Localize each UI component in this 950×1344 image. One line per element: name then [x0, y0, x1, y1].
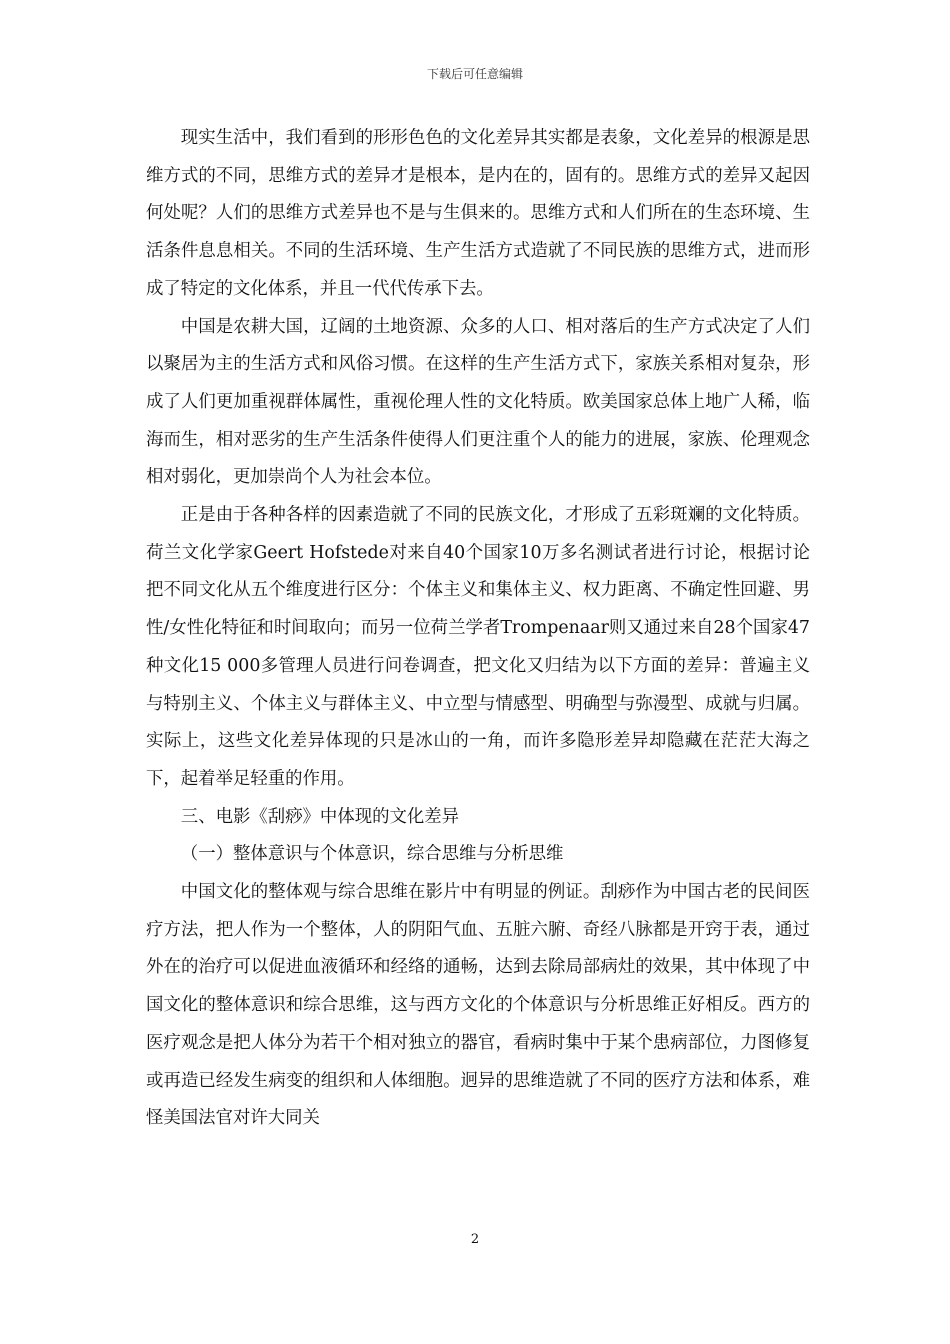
paragraph-china-vs-west: 中国是农耕大国，辽阔的土地资源、众多的人口、相对落后的生产方式决定了人们以聚居为主的生活方式和风俗习惯。在这样的生产生活方式下，家族关系相对复杂，形成了人们更加重视群体属性，重视伦理人性的文化特质。欧美国家总体上地广人稀，临海而生，相对恶劣的生产生活条件使得人们更注重个人的能力的进展，家族、伦理观念相对弱化，更加崇尚个人为社会本位。 — [146, 316, 810, 488]
paragraph-thinking-modes: 现实生活中，我们看到的形形色色的文化差异其实都是表象，文化差异的根源是思维方式的不同，思维方式的差异才是根本，是内在的，固有的。思维方式的差异又起因何处呢？人们的思维方式差异也不是与生俱来的。思维方式和人们所在的生态环境、生活条件息息相关。不同的生活环境、生产生活方式造就了不同民族的思维方式，进而形成了特定的文化体系，并且一代代传承下去。 — [146, 128, 810, 299]
subsection-heading: （一）整体意识与个体意识，综合思维与分析思维 — [180, 844, 564, 865]
page-header: 下载后可任意编辑 — [426, 67, 523, 81]
paragraph-cultural-dimensions: 正是由于各种各样的因素造就了不同的民族文化，才形成了五彩斑斓的文化特质。荷兰文化学家Geert Hofstede对来自40个国家10万多名测试者进行讨论，根据讨论把不同文化从五个维度进行区分：个体主义和集体主义、权力距离、不确定性回避、男性/女性化特征和时间取向；而另一位荷兰学者Trompenaar则又通过来自28个国家47种文化15 000多管理人员进行问卷调查，把文化又归结为以下方面的差异：普遍主义与特别主义、个体主义与群体主义、中立型与情感型、明确型与弥漫型、成就与归属。实际上，这些文化差异体现的只是冰山的一角，而许多隐形差异却隐藏在茫茫大海之下，起着举足轻重的作用。 — [146, 505, 810, 789]
paragraph-gua-sha: 中国文化的整体观与综合思维在影片中有明显的例证。刮痧作为中国古老的民间医疗方法，把人作为一个整体，人的阴阳气血、五脏六腑、奇经八脉都是开窍于表，通过外在的治疗可以促进血液循环和经络的通畅，达到去除局部病灶的效果，其中体现了中国文化的整体意识和综合思维，这与西方文化的个体意识与分析思维正好相反。西方的医疗观念是把人体分为若干个相对独立的器官，看病时集中于某个患病部位，力图修复或再造已经发生病变的组织和人体细胞。迥异的思维造就了不同的医疗方法和体系，难怪美国法官对许大同关 — [146, 882, 810, 1129]
page-number: 2 — [470, 1232, 480, 1247]
document-body — [146, 120, 810, 1138]
section-heading: 三、电影《刮痧》中体现的文化差异 — [180, 806, 460, 827]
